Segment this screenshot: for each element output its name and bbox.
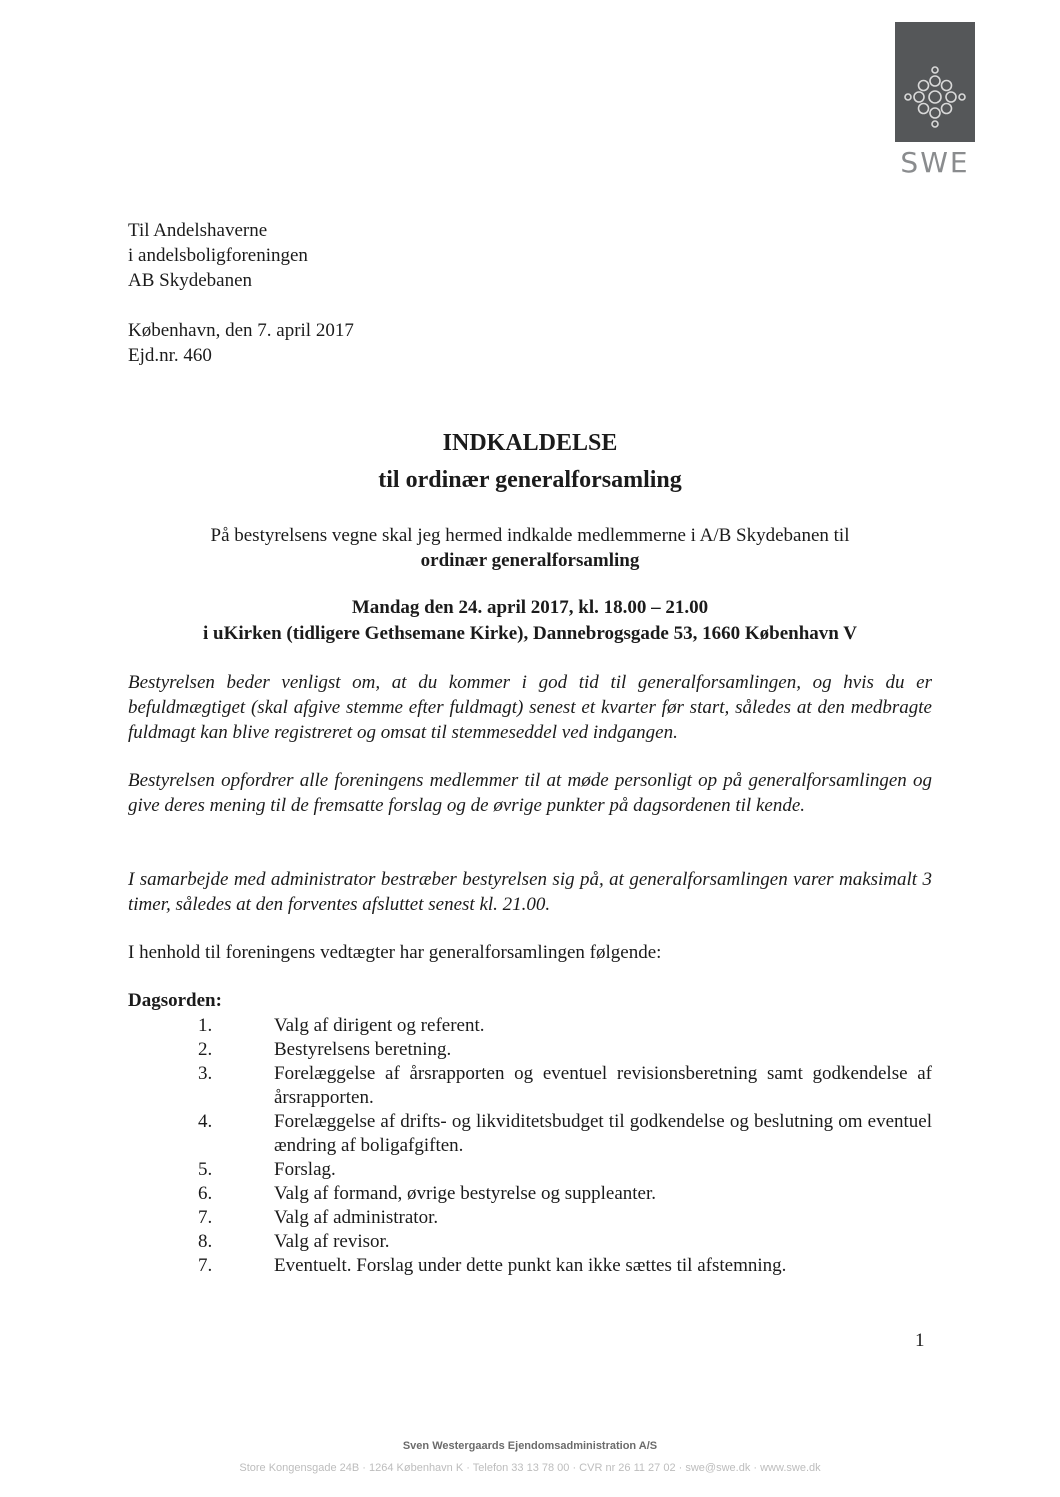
agenda-item-text: Forelæggelse af årsrapporten og eventuel revisionsberetning samt godkendelse af årsrapporten.: [274, 1063, 932, 1108]
agenda-item: [198, 1206, 932, 1230]
agenda-item: [198, 1038, 932, 1062]
agenda-item-number: 4.: [198, 1111, 213, 1132]
footer-company: Sven Westergaards Ejendomsadministration A/S: [402, 1440, 658, 1452]
agenda-item-number: 7.: [198, 1255, 213, 1276]
agenda-item: [198, 1062, 932, 1110]
agenda-item-number: 7.: [198, 1207, 213, 1228]
agenda-item: [198, 1014, 932, 1038]
recipient-line: AB Skydebanen: [128, 270, 253, 291]
intro-emphasis: ordinær generalforsamling: [420, 550, 640, 571]
meeting-details: [0, 595, 1060, 647]
agenda-item-text: Forelæggelse af drifts- og likviditetsbudget til godkendelse og beslutning om eventuel ændring af boligafgiften.: [274, 1111, 932, 1156]
paragraph-statutes: I henhold til foreningens vedtægter har generalforsamlingen følgende:: [128, 942, 662, 963]
intro-line: På bestyrelsens vegne skal jeg hermed indkalde medlemmerne i A/B Skydebanen til: [210, 525, 850, 546]
agenda-list: [198, 1014, 932, 1278]
document-subtitle: til ordinær generalforsamling: [378, 467, 682, 493]
agenda-item-number: 8.: [198, 1231, 213, 1252]
agenda-item-text: Bestyrelsens beretning.: [274, 1039, 452, 1060]
recipient-line: Til Andelshaverne: [128, 220, 268, 241]
agenda-item-number: 3.: [198, 1063, 213, 1084]
recipient-block: [128, 218, 308, 293]
meeting-date: Mandag den 24. april 2017, kl. 18.00 – 21.00: [351, 597, 709, 618]
paragraph-attendance: Bestyrelsen opfordrer alle foreningens medlemmer til at møde personligt op på generalforsamlingen og give deres mening til de fremsatte forslag og de øvrige punkter på dagsordenen til kende.: [128, 770, 932, 816]
paragraph-arrival: Bestyrelsen beder venligst om, at du kommer i god tid til generalforsamlingen, og hvis du er befuldmægtiget (skal afgive stemme efter fuldmagt) senest et kvarter før start, således at den medbragte fuldmagt kan blive registreret og omsat til stemmeseddel ved indgangen.: [128, 672, 932, 743]
agenda-item-text: Valg af revisor.: [274, 1231, 390, 1252]
agenda-item-text: Eventuelt. Forslag under dette punkt kan ikke sættes til afstemning.: [274, 1255, 787, 1276]
document-title: INDKALDELSE: [442, 430, 618, 456]
agenda-item-number: 1.: [198, 1015, 213, 1036]
property-number: Ejd.nr. 460: [128, 345, 212, 366]
agenda-item-text: Valg af formand, øvrige bestyrelse og suppleanter.: [274, 1183, 656, 1204]
footer-address: Store Kongensgade 24B · 1264 København K · Telefon 33 13 78 00 · CVR nr 26 11 27 02 · swe@swe.dk · www.swe.dk: [239, 1462, 821, 1474]
agenda-item: [198, 1110, 932, 1158]
intro-text: [0, 523, 1060, 573]
agenda-item-number: 5.: [198, 1159, 213, 1180]
place-date: København, den 7. april 2017: [128, 320, 354, 341]
agenda-item: [198, 1182, 932, 1206]
agenda-item: [198, 1158, 932, 1182]
place-date-block: [128, 318, 354, 368]
agenda-item-text: Forslag.: [274, 1159, 336, 1180]
page-number: 1: [915, 1330, 925, 1351]
agenda-item: [198, 1230, 932, 1254]
swe-flower-icon: [900, 62, 970, 132]
agenda-item-text: Valg af administrator.: [274, 1207, 439, 1228]
agenda-item-number: 6.: [198, 1183, 213, 1204]
agenda-item-text: Valg af dirigent og referent.: [274, 1015, 485, 1036]
paragraph-duration: I samarbejde med administrator bestræber bestyrelsen sig på, at generalforsamlingen varer maksimalt 3 timer, således at den forventes afsluttet senest kl. 21.00.: [128, 869, 932, 915]
recipient-line: i andelsboligforeningen: [128, 245, 308, 266]
agenda-heading: Dagsorden:: [128, 990, 222, 1011]
agenda-item: [198, 1254, 932, 1278]
logo-text: SWE: [900, 146, 970, 179]
meeting-location: i uKirken (tidligere Gethsemane Kirke), Dannebrogsgade 53, 1660 København V: [203, 623, 857, 644]
agenda-item-number: 2.: [198, 1039, 213, 1060]
